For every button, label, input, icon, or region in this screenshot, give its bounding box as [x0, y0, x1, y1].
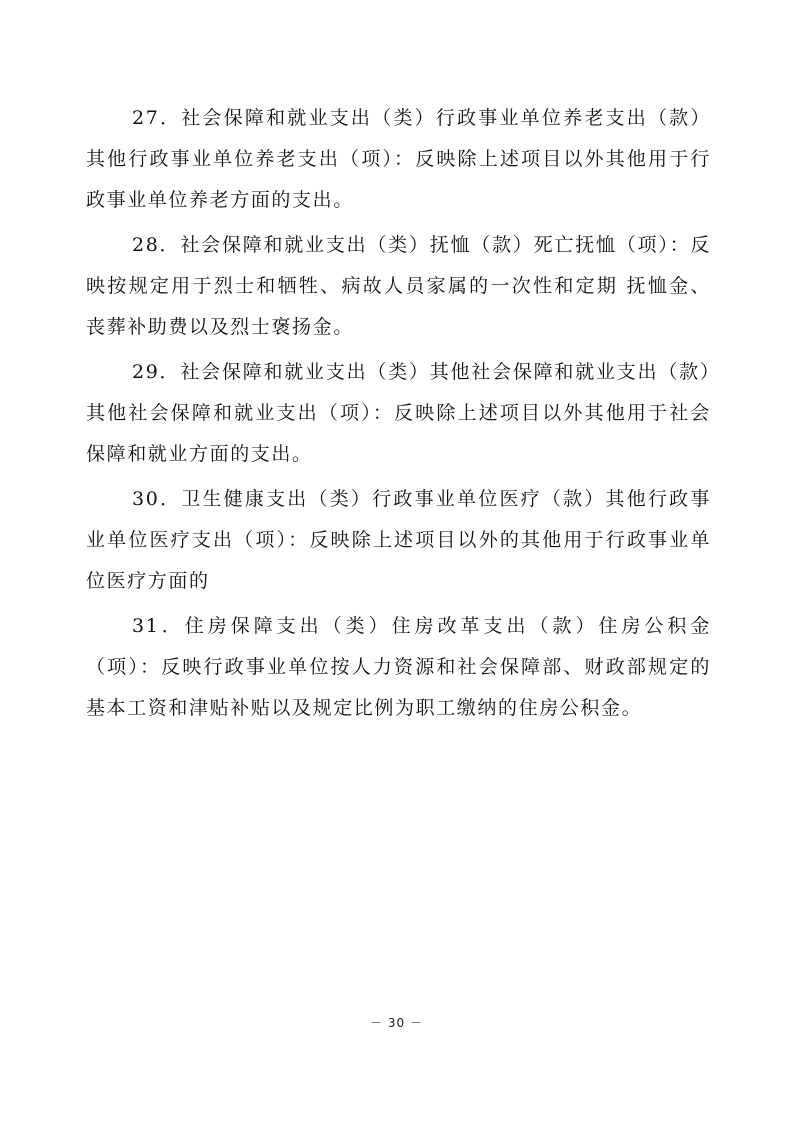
paragraph-30: 30．卫生健康支出（类）行政事业单位医疗（款）其他行政事业单位医疗支出（项）：反映除上述项目以外的其他用于行政事业单位医疗方面的: [86, 488, 711, 592]
paragraph-27: 27．社会保障和就业支出（类）行政事业单位养老支出（款）其他行政事业单位养老支出（项）：反映除上述项目以外其他用于行政事业单位养老方面的支出。: [86, 107, 711, 211]
paragraph-31: 31．住房保障支出（类）住房改革支出（款）住房公积金（项）：反映行政事业单位按人力资源和社会保障部、财政部规定的 基本工资和津贴补贴以及规定比例为职工缴纳的住房公积金。: [86, 615, 711, 719]
page-number: － 30 －: [370, 1016, 423, 1030]
paragraph-29: 29．社会保障和就业支出（类）其他社会保障和就业支出（款）其他社会保障和就业支出（项）：反映除上述项目以外其他用于社会保障和就业方面的支出。: [86, 361, 711, 465]
paragraph-28: 28．社会保障和就业支出（类）抚恤（款）死亡抚恤（项）：反映按规定用于烈士和牺牲、病故人员家属的一次性和定期 抚恤金、丧葬补助费以及烈士褒扬金。: [86, 234, 711, 338]
